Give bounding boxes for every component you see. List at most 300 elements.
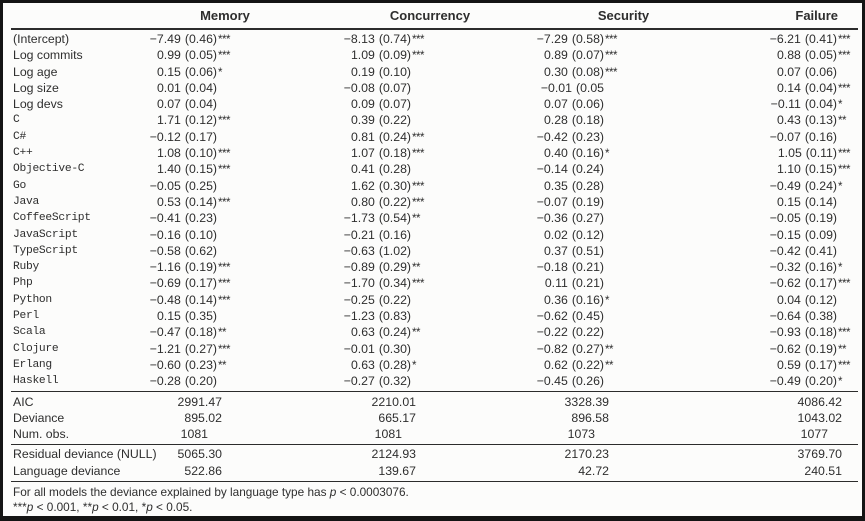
row-label: Perl [13, 310, 39, 323]
std-error: (0.83) [378, 309, 411, 324]
coef-cell [720, 259, 858, 276]
model-fit-section [11, 394, 858, 443]
table-row [11, 357, 858, 373]
coef-cell [527, 227, 720, 243]
std-error: (0.10) [184, 146, 217, 161]
stat-cell [527, 463, 720, 479]
estimate-value: −0.07 [536, 194, 568, 209]
std-error: (0.06) [804, 64, 837, 79]
significance-stars: *** [218, 148, 230, 161]
estimate-value: 1.10 [776, 162, 801, 177]
row-label: Residual deviance (NULL) [13, 447, 157, 462]
stat-value: 1043.02 [797, 410, 842, 425]
std-error: (0.30) [378, 178, 411, 193]
stat-value: 139.67 [378, 463, 416, 478]
std-error: (0.22) [378, 113, 411, 128]
table-row [11, 31, 858, 47]
estimate-value: 0.11 [544, 276, 568, 291]
table-row [11, 410, 858, 426]
coef-cell [143, 259, 333, 276]
stat-cell [143, 394, 333, 410]
estimate-value: 0.02 [543, 227, 568, 242]
std-error: (0.06) [571, 97, 604, 112]
stat-cell [143, 463, 333, 479]
std-error: (0.18) [804, 325, 837, 340]
coef-cell [527, 259, 720, 276]
std-error: (0.04) [184, 97, 217, 112]
std-error: (0.24) [804, 178, 837, 193]
table-row [11, 194, 858, 210]
std-error: (0.25) [184, 178, 217, 193]
column-header-failure: Failure [795, 8, 838, 23]
stat-value: 42.72 [578, 463, 609, 478]
significance-stars: ** [605, 359, 613, 372]
std-error: (0.10) [378, 64, 411, 79]
table-row [11, 341, 858, 357]
significance-stars: * [838, 99, 842, 112]
estimate-value: −0.05 [769, 211, 801, 226]
stat-cell [143, 426, 333, 442]
estimate-value: 0.53 [156, 194, 181, 209]
estimate-value: −0.07 [769, 129, 801, 144]
std-error: (0.15) [184, 162, 217, 177]
table-row [11, 275, 858, 291]
coef-cell [720, 308, 858, 324]
coef-cell [333, 31, 527, 48]
table-row [11, 394, 858, 410]
estimate-value: −0.89 [343, 260, 375, 275]
coef-cell [720, 292, 858, 309]
estimate-value: 0.09 [350, 97, 375, 112]
row-label: Scala [13, 326, 46, 339]
row-label: C++ [13, 147, 33, 160]
std-error: (0.08) [571, 64, 604, 79]
section-rule-gof [11, 391, 858, 392]
coef-cell [527, 324, 720, 341]
std-error: (0.32) [378, 374, 411, 389]
stat-value: 4086.42 [797, 394, 842, 409]
coef-cell [333, 259, 527, 276]
coef-cell [143, 210, 333, 227]
estimate-value: −0.62 [769, 341, 801, 356]
column-header-memory: Memory [200, 8, 250, 23]
row-label: C# [13, 130, 26, 143]
row-label: C [13, 114, 20, 127]
significance-stars: *** [412, 148, 424, 161]
std-error: (0.23) [184, 211, 217, 226]
std-error: (0.23) [571, 129, 604, 144]
std-error: (0.22) [571, 325, 604, 340]
column-header-security: Security [597, 8, 650, 23]
coef-cell [527, 47, 720, 64]
significance-stars: *** [412, 278, 424, 291]
estimate-value: 0.63 [350, 325, 375, 340]
coef-cell [143, 227, 333, 243]
coef-cell [720, 275, 858, 292]
footer-rule [11, 481, 858, 482]
estimate-value: 1.08 [156, 146, 181, 161]
estimate-value: 0.39 [350, 113, 375, 128]
estimate-value: 0.07 [156, 97, 181, 112]
coef-cell [333, 96, 527, 113]
std-error: (0.21) [571, 260, 604, 275]
std-error: (0.19) [804, 341, 837, 356]
estimate-value: −0.64 [769, 309, 801, 324]
coef-cell [333, 292, 527, 309]
std-error: (0.12) [804, 292, 837, 307]
estimate-value: −0.42 [536, 129, 568, 144]
estimate-value: −0.69 [149, 276, 181, 291]
stat-value: 1081 [180, 427, 208, 442]
estimate-value: −0.12 [149, 129, 181, 144]
estimate-value: −0.14 [536, 162, 568, 177]
stat-value: 2124.93 [371, 447, 416, 462]
coef-cell [333, 210, 527, 227]
std-error: (0.45) [571, 309, 604, 324]
coef-cell [527, 80, 720, 97]
estimate-value: −0.47 [149, 325, 181, 340]
std-error: (1.02) [378, 243, 411, 258]
coef-cell [333, 308, 527, 324]
coef-cell [527, 112, 720, 129]
table-row [11, 446, 858, 462]
std-error: (0.06) [184, 64, 217, 79]
coef-cell [333, 194, 527, 211]
stat-cell [333, 394, 527, 410]
coef-cell [143, 357, 333, 374]
significance-stars: *** [838, 164, 850, 177]
coef-cell [720, 324, 858, 341]
std-error: (0.16) [571, 146, 604, 161]
std-error: (0.27) [184, 341, 217, 356]
std-error: (0.05 [575, 80, 604, 95]
coef-cell [143, 292, 333, 309]
table-row [11, 129, 858, 145]
estimate-value: 0.41 [350, 162, 375, 177]
coef-cell [720, 96, 858, 113]
table-row [11, 463, 858, 479]
estimate-value: −1.70 [343, 276, 375, 291]
footnote-p-symbol: p [26, 499, 34, 514]
estimate-value: 0.88 [776, 48, 801, 63]
footnote-text: *** [13, 499, 27, 514]
estimate-value: −0.01 [540, 80, 572, 95]
std-error: (0.21) [571, 276, 604, 291]
coef-cell [720, 357, 858, 374]
coef-cell [333, 80, 527, 97]
row-label: (Intercept) [13, 32, 70, 46]
footnote-p-symbol: p [329, 485, 337, 500]
std-error: (0.28) [378, 162, 411, 177]
coef-cell [527, 161, 720, 178]
coef-cell [527, 96, 720, 113]
table-row [11, 324, 858, 340]
estimate-value: 0.15 [156, 64, 181, 79]
row-label: TypeScript [13, 244, 78, 257]
std-error: (0.17) [184, 276, 217, 291]
coef-cell [143, 275, 333, 292]
estimate-value: 0.01 [156, 80, 181, 95]
coef-cell [720, 178, 858, 195]
estimate-value: −0.11 [770, 97, 801, 112]
estimate-value: −0.63 [343, 243, 375, 258]
significance-stars: * [838, 262, 842, 275]
estimate-value: 0.28 [543, 113, 568, 128]
stat-value: 896.58 [571, 410, 609, 425]
std-error: (0.07) [378, 80, 411, 95]
estimate-value: 0.89 [543, 48, 568, 63]
stat-value: 1081 [374, 427, 402, 442]
table-row [11, 64, 858, 80]
coef-cell [143, 243, 333, 259]
row-label: Go [13, 179, 26, 192]
coef-cell [333, 357, 527, 374]
std-error: (0.04) [184, 80, 217, 95]
coef-cell [720, 129, 858, 146]
coef-cell [143, 112, 333, 129]
table-row [11, 145, 858, 161]
coef-cell [527, 31, 720, 48]
std-error: (0.22) [378, 292, 411, 307]
std-error: (0.16) [571, 292, 604, 307]
stat-value: 665.17 [378, 410, 416, 425]
footnote-text: For all models the deviance explained by language type has [13, 485, 330, 500]
estimate-value: 0.59 [776, 357, 801, 372]
coef-cell [333, 47, 527, 64]
std-error: (0.19) [804, 211, 837, 226]
row-label: AIC [13, 394, 34, 409]
std-error: (0.12) [184, 113, 217, 128]
coef-cell [143, 308, 333, 324]
estimate-value: −0.82 [536, 341, 568, 356]
significance-stars: *** [218, 262, 230, 275]
std-error: (0.14) [804, 194, 837, 209]
coef-cell [333, 227, 527, 243]
stat-cell [333, 446, 527, 462]
std-error: (0.23) [184, 357, 217, 372]
coef-cell [333, 112, 527, 129]
stat-cell [720, 463, 858, 479]
row-label: CoffeeScript [13, 212, 91, 225]
estimate-value: −0.48 [149, 292, 181, 307]
std-error: (0.13) [804, 113, 837, 128]
significance-stars: *** [218, 294, 230, 307]
table-row [11, 243, 858, 259]
estimate-value: 0.36 [543, 292, 568, 307]
stat-cell [720, 426, 858, 442]
stat-cell [720, 410, 858, 426]
std-error: (0.09) [804, 227, 837, 242]
significance-stars: ** [218, 327, 226, 340]
table-row [11, 178, 858, 194]
estimate-value: 1.62 [350, 178, 375, 193]
stat-value: 522.86 [184, 463, 222, 478]
coef-cell [720, 145, 858, 162]
stat-cell [527, 426, 720, 442]
row-label: Log commits [13, 48, 83, 63]
std-error: (0.34) [378, 276, 411, 291]
significance-stars: ** [605, 343, 613, 356]
coef-cell [333, 373, 527, 390]
estimate-value: −1.23 [343, 309, 375, 324]
estimate-value: −0.21 [343, 227, 375, 242]
footnote-text: * [141, 499, 147, 514]
estimate-value: −0.01 [343, 341, 375, 356]
significance-stars: *** [218, 196, 230, 209]
footnote-significance [13, 500, 856, 515]
std-error: (0.09) [378, 48, 411, 63]
std-error: (0.20) [184, 374, 217, 389]
coef-cell [527, 129, 720, 146]
estimate-value: 0.14 [776, 80, 801, 95]
std-error: (0.38) [804, 309, 837, 324]
estimate-value: 0.07 [543, 97, 568, 112]
coef-cell [143, 31, 333, 48]
estimate-value: 0.99 [156, 48, 181, 63]
coef-cell [527, 210, 720, 227]
coef-cell [143, 145, 333, 162]
section-rule-deviance [11, 444, 858, 445]
estimate-value: −0.05 [149, 178, 181, 193]
row-label: Python [13, 293, 52, 306]
estimate-value: −0.25 [343, 292, 375, 307]
significance-stars: * [218, 66, 222, 79]
std-error: (0.30) [378, 341, 411, 356]
std-error: (0.58) [571, 32, 604, 46]
std-error: (0.19) [571, 194, 604, 209]
significance-stars: *** [838, 148, 850, 161]
coef-cell [720, 112, 858, 129]
std-error: (0.17) [184, 129, 217, 144]
stat-cell [333, 410, 527, 426]
table-row [11, 96, 858, 112]
stat-value: 2991.47 [177, 394, 222, 409]
coef-cell [527, 194, 720, 211]
std-error: (0.41) [804, 243, 837, 258]
coef-cell [527, 64, 720, 81]
stat-cell [143, 410, 333, 426]
row-label: Num. obs. [13, 427, 70, 442]
row-label: Log devs [13, 97, 63, 112]
significance-stars: *** [412, 180, 424, 193]
stat-value: 240.51 [804, 463, 842, 478]
significance-stars: *** [412, 34, 424, 46]
footnote-text: < 0.001, [33, 499, 83, 514]
std-error: (0.14) [184, 292, 217, 307]
row-label: JavaScript [13, 228, 78, 241]
std-error: (0.18) [184, 325, 217, 340]
estimate-value: −0.42 [769, 243, 801, 258]
coef-cell [720, 373, 858, 390]
significance-stars: ** [412, 262, 420, 275]
footnote-p-symbol: p [92, 499, 99, 514]
stat-value: 3328.39 [564, 394, 609, 409]
coef-cell [333, 275, 527, 292]
stat-value: 2210.01 [371, 394, 416, 409]
significance-stars: *** [218, 278, 230, 291]
significance-stars: *** [838, 359, 850, 372]
coef-cell [527, 275, 720, 292]
coef-cell [333, 341, 527, 358]
estimate-value: −0.93 [769, 325, 801, 340]
table-row [11, 161, 858, 177]
std-error: (0.16) [804, 260, 837, 275]
stat-value: 895.02 [184, 410, 222, 425]
std-error: (0.20) [804, 374, 837, 389]
std-error: (0.18) [378, 146, 411, 161]
row-label: Log size [13, 80, 59, 95]
estimate-value: 0.04 [776, 292, 801, 307]
table-row [11, 112, 858, 128]
std-error: (0.15) [804, 162, 837, 177]
estimate-value: −0.22 [536, 325, 568, 340]
std-error: (0.27) [571, 341, 604, 356]
estimate-value: −0.49 [769, 374, 801, 389]
coef-cell [527, 373, 720, 390]
estimate-value: −0.32 [769, 260, 801, 275]
stat-value: 2170.23 [564, 447, 609, 462]
table-row [11, 373, 858, 389]
estimate-value: −0.16 [149, 227, 181, 242]
coef-cell [143, 64, 333, 81]
std-error: (0.51) [571, 243, 604, 258]
significance-stars: * [838, 376, 842, 389]
significance-stars: *** [412, 131, 424, 144]
estimate-value: 1.05 [777, 146, 802, 161]
estimate-value: 1.09 [350, 48, 375, 63]
coef-cell [143, 373, 333, 390]
estimate-value: −1.16 [149, 260, 181, 275]
std-error: (0.41) [804, 32, 837, 46]
estimate-value: −7.29 [536, 32, 568, 46]
coef-cell [333, 145, 527, 162]
std-error: (0.18) [571, 113, 604, 128]
std-error: (0.12) [571, 227, 604, 242]
estimate-value: −0.62 [536, 309, 568, 324]
footnote-text: < 0.01, [98, 499, 142, 514]
table-row [11, 227, 858, 243]
std-error: (0.07) [378, 97, 411, 112]
estimate-value: −0.58 [149, 243, 181, 258]
std-error: (0.17) [804, 276, 837, 291]
significance-stars: ** [412, 327, 420, 340]
deviance-section [11, 446, 858, 479]
row-label: Php [13, 277, 33, 290]
estimate-value: −0.60 [149, 357, 181, 372]
std-error: (0.62) [184, 243, 217, 258]
stat-cell [333, 463, 527, 479]
coef-cell [527, 308, 720, 324]
coef-cell [720, 341, 858, 358]
estimate-value: 1.40 [156, 162, 181, 177]
estimate-value: 0.81 [350, 129, 375, 144]
footnote-text: < 0.0003076. [336, 485, 409, 500]
row-label: Ruby [13, 261, 39, 274]
stat-cell [527, 410, 720, 426]
coef-cell [143, 194, 333, 211]
significance-stars: *** [605, 34, 617, 46]
std-error: (0.07) [571, 48, 604, 63]
estimate-value: 0.40 [543, 146, 568, 161]
std-error: (0.22) [378, 194, 411, 209]
estimate-value: −0.08 [343, 80, 375, 95]
estimate-value: 0.15 [776, 194, 801, 209]
std-error: (0.46) [184, 32, 217, 46]
stat-cell [527, 394, 720, 410]
significance-stars: *** [605, 66, 617, 79]
significance-stars: * [605, 294, 609, 307]
std-error: (0.29) [378, 260, 411, 275]
